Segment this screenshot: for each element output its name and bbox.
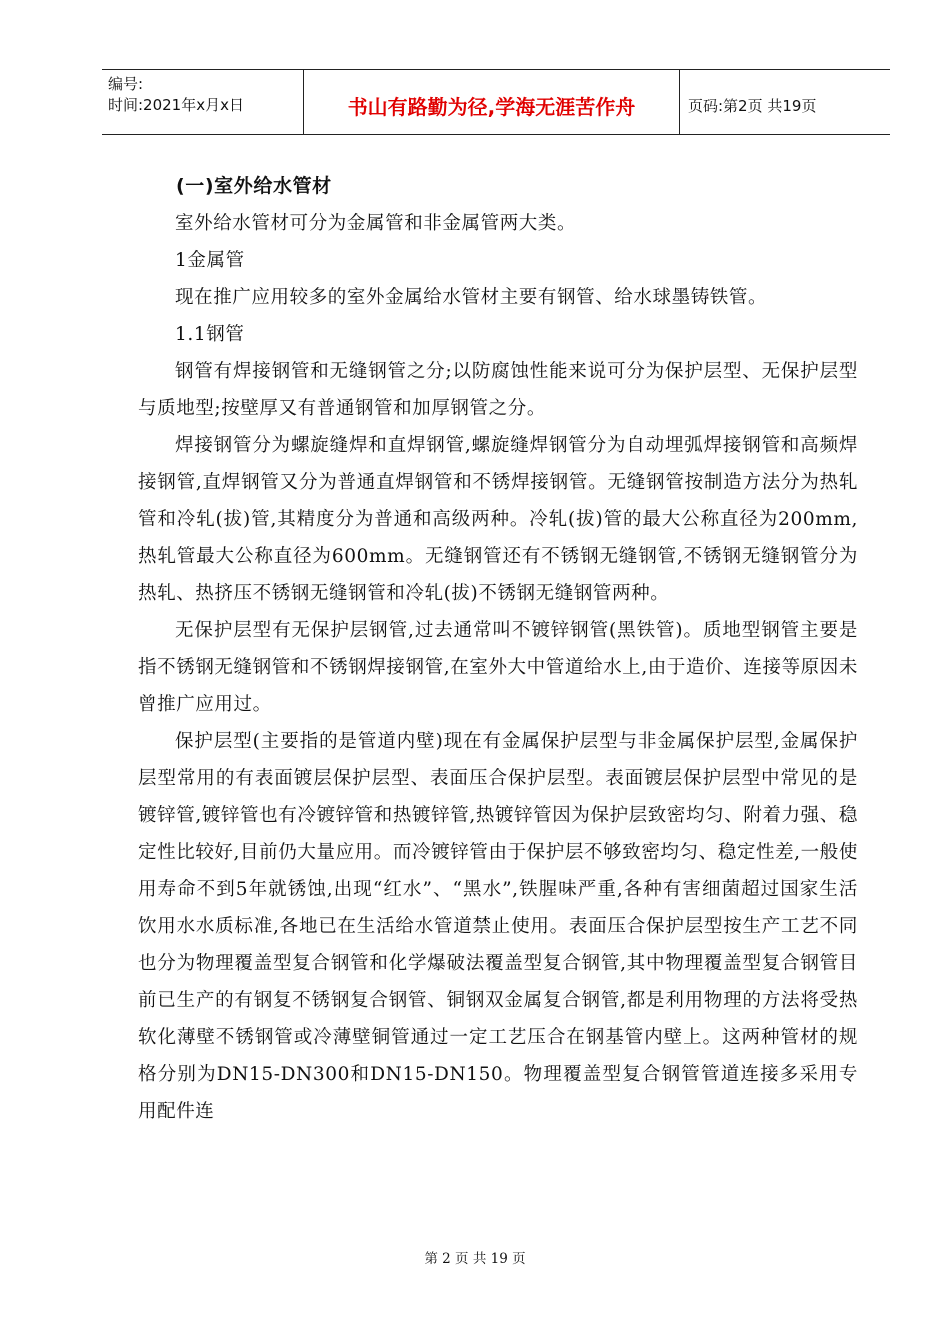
paragraph: 现在推广应用较多的室外金属给水管材主要有钢管、给水球墨铸铁管。 [175,287,768,308]
header-motto: 书山有路勤为径,学海无涯苦作舟 [304,70,680,134]
section-heading: (一)室外给水管材 [176,175,332,197]
page-header [102,69,890,135]
number-label: 编号: [108,75,144,93]
time-label: 时间:2021年x月x日 [108,96,244,114]
subsection-heading: 1金属管 [175,250,245,271]
paragraph: 保护层型(主要指的是管道内壁)现在有金属保护层型与非金属保护层型,金属保护层型常用的有表面镀层保护层型、表面压合保护层型。表面镀层保护层型中常见的是镀锌管,镀锌管也有冷镀锌管和热镀锌管,热镀锌管因为保护层致密均匀、附着力强、稳定性比较好,目前仍大量应用。而冷镀锌管由于保护层不够致密均匀、稳定性差,一般使用寿命不到5年就锈蚀,出现“红水”、“黑水”,铁腥味严重,各种有害细菌超过国家生活饮用水水质标准,各地已在生活给水管道禁止使用。表面压合保护层型按生产工艺不同也分为物理覆盖型复合钢管和化学爆破法覆盖型复合钢管,其中物理覆盖型复合钢管目前已生产的有钢复不锈钢复合钢管、铜钢双金属复合钢管,都是利用物理的方法将受热软化薄壁不锈钢管或冷薄壁铜管通过一定工艺压合在钢基管内壁上。这两种管材的规格分别为DN15-DN300和DN15-DN150。物理覆盖型复合钢管管道连接多采用专用配件连 [138,731,858,1122]
header-meta [102,70,304,134]
paragraph: 室外给水管材可分为金属管和非金属管两大类。 [175,213,577,234]
document-body [138,168,858,1130]
header-page-info: 页码:第2页 共19页 [688,96,817,115]
paragraph: 焊接钢管分为螺旋缝焊和直焊钢管,螺旋缝焊钢管分为自动埋弧焊接钢管和高频焊接钢管,直焊钢管又分为普通直焊钢管和不锈焊接钢管。无缝钢管按制造方法分为热轧管和冷轧(拔)管,其精度分为普通和高级两种。冷轧(拔)管的最大公称直径为200mm,热轧管最大公称直径为600mm。无缝钢管还有不锈钢无缝钢管,不锈钢无缝钢管分为热轧、热挤压不锈钢无缝钢管和冷轧(拔)不锈钢无缝钢管两种。 [138,435,858,604]
subsection-heading: 1.1钢管 [175,324,245,345]
paragraph: 无保护层型有无保护层钢管,过去通常叫不镀锌钢管(黑铁管)。质地型钢管主要是指不锈钢无缝钢管和不锈钢焊接钢管,在室外大中管道给水上,由于造价、连接等原因未曾推广应用过。 [138,620,858,715]
page-footer: 第 2 页 共 19 页 [424,1251,526,1267]
paragraph: 钢管有焊接钢管和无缝钢管之分;以防腐蚀性能来说可分为保护层型、无保护层型与质地型;按壁厚又有普通钢管和加厚钢管之分。 [138,361,858,419]
